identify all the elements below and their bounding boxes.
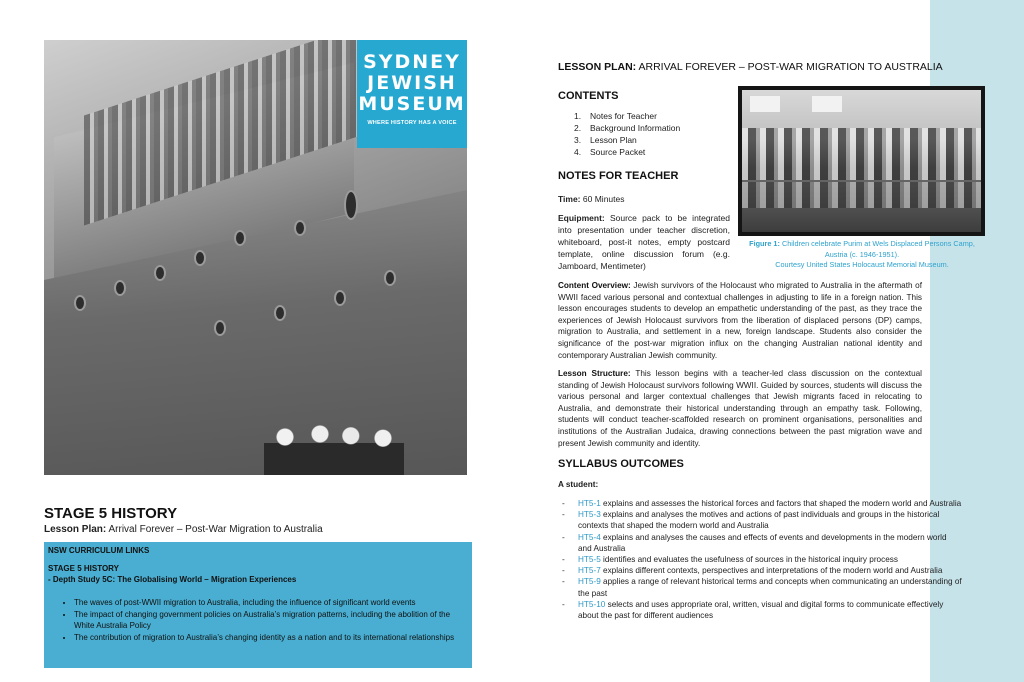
time-value: 60 Minutes [582,194,625,204]
porthole [194,250,206,266]
porthole [154,265,166,281]
outcome-text: applies a range of relevant historical terms and concepts when communicating an understanding of the past [578,577,962,598]
outcome-code: HT5-3 [578,510,601,520]
page-title [558,61,943,73]
porthole [114,280,126,296]
lesson-text: Arrival Forever – Post-War Migration to Australia [108,524,323,535]
syllabus-heading: SYLLABUS OUTCOMES [558,458,684,470]
overview-label: Content Overview: [558,281,631,290]
outcome-code: HT5-5 [578,555,601,565]
item-label: Notes for Teacher [590,111,657,121]
title-label: LESSON PLAN: [558,61,637,73]
photo-people-row [742,154,981,180]
list-item: • The contribution of migration to Australia’s changing identity as a nation and to its international relationships [74,632,464,643]
logo-line: JEWISH [367,72,457,94]
caption-credit: Courtesy United States Holocaust Memorial Museum. [775,260,949,269]
item-label: Background Information [590,123,681,133]
outcome-text: explains different contexts, perspectives and interpretations of the modern world and Australia [603,566,943,576]
content-overview [558,280,922,361]
structure-label: Lesson Structure: [558,369,631,378]
list-item: - HT5-10 selects and uses appropriate oral, written, visual and digital forms to communicate effectively about the past for different audiences [562,599,944,621]
porthole [384,270,396,286]
outcome-text: explains and analyses the causes and effects of events and developments in the modern world and Australia [578,532,947,553]
list-item [574,122,680,134]
lesson-subtitle [44,524,323,535]
figure-caption [742,239,982,271]
equipment-value: Source pack to be integrated into presentation under teacher discretion, whiteboard, post-it notes, empty postcard template, online discussion forum (e.g. Jamboard, Mentimeter) [558,213,730,271]
caption-label: Figure 1: [749,239,780,248]
list-item [574,146,680,158]
outcome-code: HT5-1 [578,499,601,508]
lesson-structure [558,368,922,449]
lesson-label: Lesson Plan: [44,524,107,535]
list-item: • The waves of post-WWII migration to Australia, including the influence of significant world events [74,597,464,608]
list-item: - HT5-5 identifies and evaluates the usefulness of sources in the historical inquiry process [562,555,898,565]
curriculum-depth-study: - Depth Study 5C: The Globalising World – Migration Experiences [48,575,297,584]
photo-people-row [742,182,981,208]
photo-sign [812,96,842,112]
photo-image [742,90,981,232]
curriculum-bullets [74,597,464,644]
curriculum-links-box [44,542,472,668]
list-item [574,134,680,146]
a-student-label: A student: [558,480,599,489]
curriculum-stage: STAGE 5 HISTORY [48,564,119,573]
outcome-text: explains and assesses the historical forces and factors that shaped the modern world and Australia [603,499,962,508]
stage-title: STAGE 5 HISTORY [44,505,178,522]
item-number: 2. [574,123,582,133]
outcomes-list [562,498,962,621]
outcome-code: HT5-4 [578,532,601,542]
contents-heading: CONTENTS [558,90,619,102]
equipment-line [558,212,730,272]
structure-text: This lesson begins with a teacher-led class discussion on the contextual standing of Jewish Holocaust survivors following WWII. Guided by sources, students will discuss the various personal and larger contextual challenges that Jewish migrants faced in relocating to Australia, and demonstrate their historical understanding through an empathy task. Following, students will conduct teacher-scaffolded research on prominent organisations, personalities and institutions of the Australian Judaica, drawing connections between the past migration wave and present Jewish community and identity. [558,369,922,448]
sydney-jewish-museum-logo [357,40,467,148]
list-item: - HT5-7 explains different contexts, perspectives and interpretations of the modern world and Australia [562,566,943,576]
photo-sign [750,96,780,112]
equipment-label: Equipment: [558,213,605,223]
list-item: • The impact of changing government policies on Australia’s migration patterns, including the abolition of the White Australia Policy [74,609,464,631]
outcome-text: selects and uses appropriate oral, written, visual and digital forms to communicate effectively about the past for different audiences [578,599,944,621]
outcome-code: HT5-7 [578,566,601,576]
outcome-text: explains and analyses the motives and actions of past individuals and groups in the historical contexts that shaped the modern world and Australia [578,510,940,531]
list-item: - HT5-3 explains and analyses the motives and actions of past individuals and groups in the historical contexts that shaped the modern world and Australia [562,510,940,531]
time-line [558,193,625,205]
caption-text: Children celebrate Purim at Wels Displaced Persons Camp, Austria (c. 1946-1951). [781,239,975,259]
item-label: Source Packet [590,147,646,157]
logo-line: MUSEUM [358,93,466,115]
list-item: - HT5-9 applies a range of relevant historical terms and concepts when communicating an understanding of the past [562,577,962,598]
photo-people-row [742,128,981,154]
logo-tagline: WHERE HISTORY HAS A VOICE [367,120,457,126]
porthole [344,190,358,220]
figure-photo-purim [738,86,985,236]
overview-text: Jewish survivors of the Holocaust who migrated to Australia in the aftermath of WWII faced various personal and contextual challenges in adjusting to life in a foreign nation. This lesson encourages students to develop an empathetic understanding of the past, as they trace the experiences of Jewish Holocaust survivors from the liberation of displaced persons (DP) camps, migration to Australia, and settlement in a new, foreign landscape. Students also consider the significance of the post-war migration influx on the changing Australian national identity and contemporary Australian Jewish community. [558,281,923,360]
item-label: Lesson Plan [590,135,637,145]
item-number: 4. [574,147,582,157]
outcome-code: HT5-10 [578,599,606,609]
group-of-men [264,425,404,475]
outcome-code: HT5-9 [578,577,601,587]
porthole [74,295,86,311]
item-number: 1. [574,111,582,121]
item-number: 3. [574,135,582,145]
list-item: - HT5-4 explains and analyses the causes and effects of events and developments in the modern world and Australia [562,532,947,553]
title-text: ARRIVAL FOREVER – POST-WAR MIGRATION TO AUSTRALIA [638,61,943,73]
porthole [214,320,226,336]
list-item [574,110,680,122]
outcome-text: identifies and evaluates the usefulness of sources in the historical inquiry process [603,555,898,565]
time-label: Time: [558,194,581,204]
porthole [294,220,306,236]
porthole [334,290,346,306]
logo-line: SYDNEY [363,51,461,73]
porthole [274,305,286,321]
porthole [234,230,246,246]
notes-heading: NOTES FOR TEACHER [558,170,679,182]
curriculum-heading: NSW CURRICULUM LINKS [48,546,150,555]
contents-list [574,110,680,158]
list-item: - HT5-1 explains and assesses the historical forces and factors that shaped the modern world and Australia [562,499,962,508]
